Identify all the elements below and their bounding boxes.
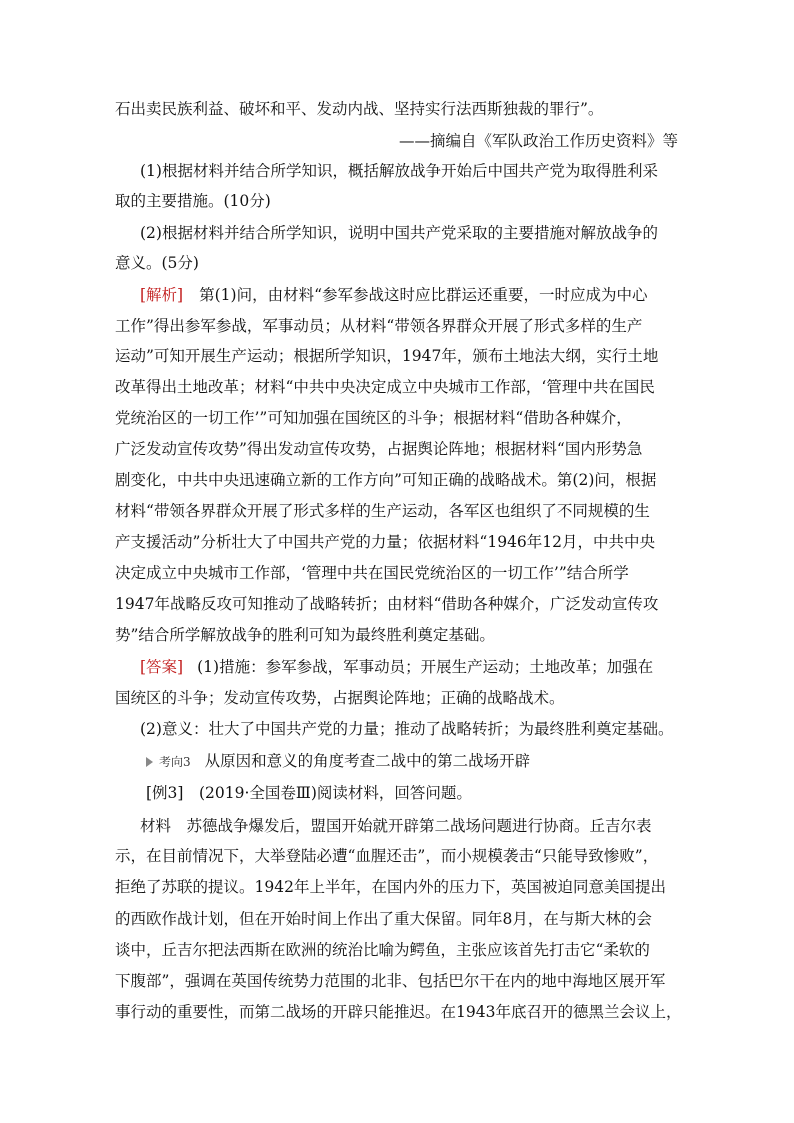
analysis-tag: [解析] <box>140 286 184 304</box>
analysis-line: 势”结合所学解放战争的胜利可知为最终胜利奠定基础。 <box>115 626 495 644</box>
source-citation: ——摘编自《军队政治工作历史资料》等 <box>398 132 678 150</box>
section-heading <box>146 750 530 773</box>
material-line: 材料 苏德战争爆发后，盟国开始就开辟第二战场问题进行协商。丘吉尔表 <box>140 817 652 835</box>
material-line: 拒绝了苏联的提议。1942年上半年，在国内外的压力下，英国被迫同意美国提出 <box>115 878 666 896</box>
material-line: 谈中，丘吉尔把法西斯在欧洲的统治比喻为鳄鱼，主张应该首先打击它“柔软的 <box>115 941 650 959</box>
answer-line: 国统区的斗争；发动宣传攻势，占据舆论阵地；正确的战略战术。 <box>115 689 565 707</box>
analysis-line: 党统治区的一切工作’”可知加强在国统区的斗争；根据材料“借助各种媒介， <box>115 409 632 427</box>
triangle-marker-icon <box>146 757 153 767</box>
section-title: 从原因和意义的角度考查二战中的第二战场开辟 <box>204 752 531 770</box>
question-2-line: 意义。(5分) <box>115 254 199 272</box>
question-1-line: 取的主要措施。(10分) <box>115 192 271 210</box>
answer-line: (2)意义：壮大了中国共产党的力量；推动了战略转折；为最终胜利奠定基础。 <box>140 720 674 738</box>
answer-line <box>140 656 653 678</box>
analysis-text: 第(1)问，由材料“参军参战这时应比群运还重要，一时应成为中心 <box>199 286 648 304</box>
material-line: 示，在目前情况下，大举登陆必遭“血腥还击”，而小规模袭击“只能导致惨败”， <box>115 847 659 865</box>
question-1-line: (1)根据材料并结合所学知识，概括解放战争开始后中国共产党为取得胜利采 <box>140 162 658 180</box>
analysis-line: 运动”可知开展生产运动；根据所学知识，1947年，颁布土地法大纲，实行土地 <box>115 347 659 365</box>
answer-tag: [答案] <box>140 658 184 676</box>
example-heading: [例3] (2019·全国卷Ⅲ)阅读材料，回答问题。 <box>146 784 472 802</box>
question-2-line: (2)根据材料并结合所学知识，说明中国共产党采取的主要措施对解放战争的 <box>140 224 658 242</box>
answer-text: (1)措施：参军参战，军事动员；开展生产运动；土地改革；加强在 <box>197 658 654 676</box>
material-line: 的西欧作战计划，但在开始时间上作出了重大保留。同年8月，在与斯大林的会 <box>115 910 652 928</box>
material-line: 下腹部”，强调在英国传统势力范围的北非、包括巴尔干在内的地中海地区展开军 <box>115 972 666 990</box>
text-line: 石出卖民族利益、破坏和平、发动内战、坚持实行法西斯独裁的罪行”。 <box>115 100 604 118</box>
analysis-line: 1947年战略反攻可知推动了战略转折；由材料“借助各种媒介，广泛发动宣传攻 <box>115 595 659 613</box>
analysis-line: 材料“带领各界群众开展了形式多样的生产运动，各军区也组织了不同规模的生 <box>115 502 650 520</box>
analysis-line: 产支援活动”分析壮大了中国共产党的力量；依据材料“1946年12月，中共中央 <box>115 533 656 551</box>
section-label: 考向3 <box>159 755 191 769</box>
material-line: 事行动的重要性，而第二战场的开辟只能推迟。在1943年底召开的德黑兰会议上， <box>115 1003 682 1021</box>
analysis-line: 剧变化，中共中央迅速确立新的工作方向”可知正确的战略战术。第(2)问，根据 <box>115 471 657 489</box>
analysis-line: 工作”得出参军参战，军事动员；从材料“带领各界群众开展了形式多样的生产 <box>115 317 643 335</box>
analysis-line: 改革得出土地改革；材料“中共中央决定成立中央城市工作部，‘管理中共在国民 <box>115 378 655 396</box>
analysis-line: 广泛发动宣传攻势”得出发动宣传攻势，占据舆论阵地；根据材料“国内形势急 <box>115 440 643 458</box>
analysis-line: 决定成立中央城市工作部，‘管理中共在国民党统治区的一切工作’”结合所学 <box>115 564 629 582</box>
analysis-line <box>140 284 648 306</box>
